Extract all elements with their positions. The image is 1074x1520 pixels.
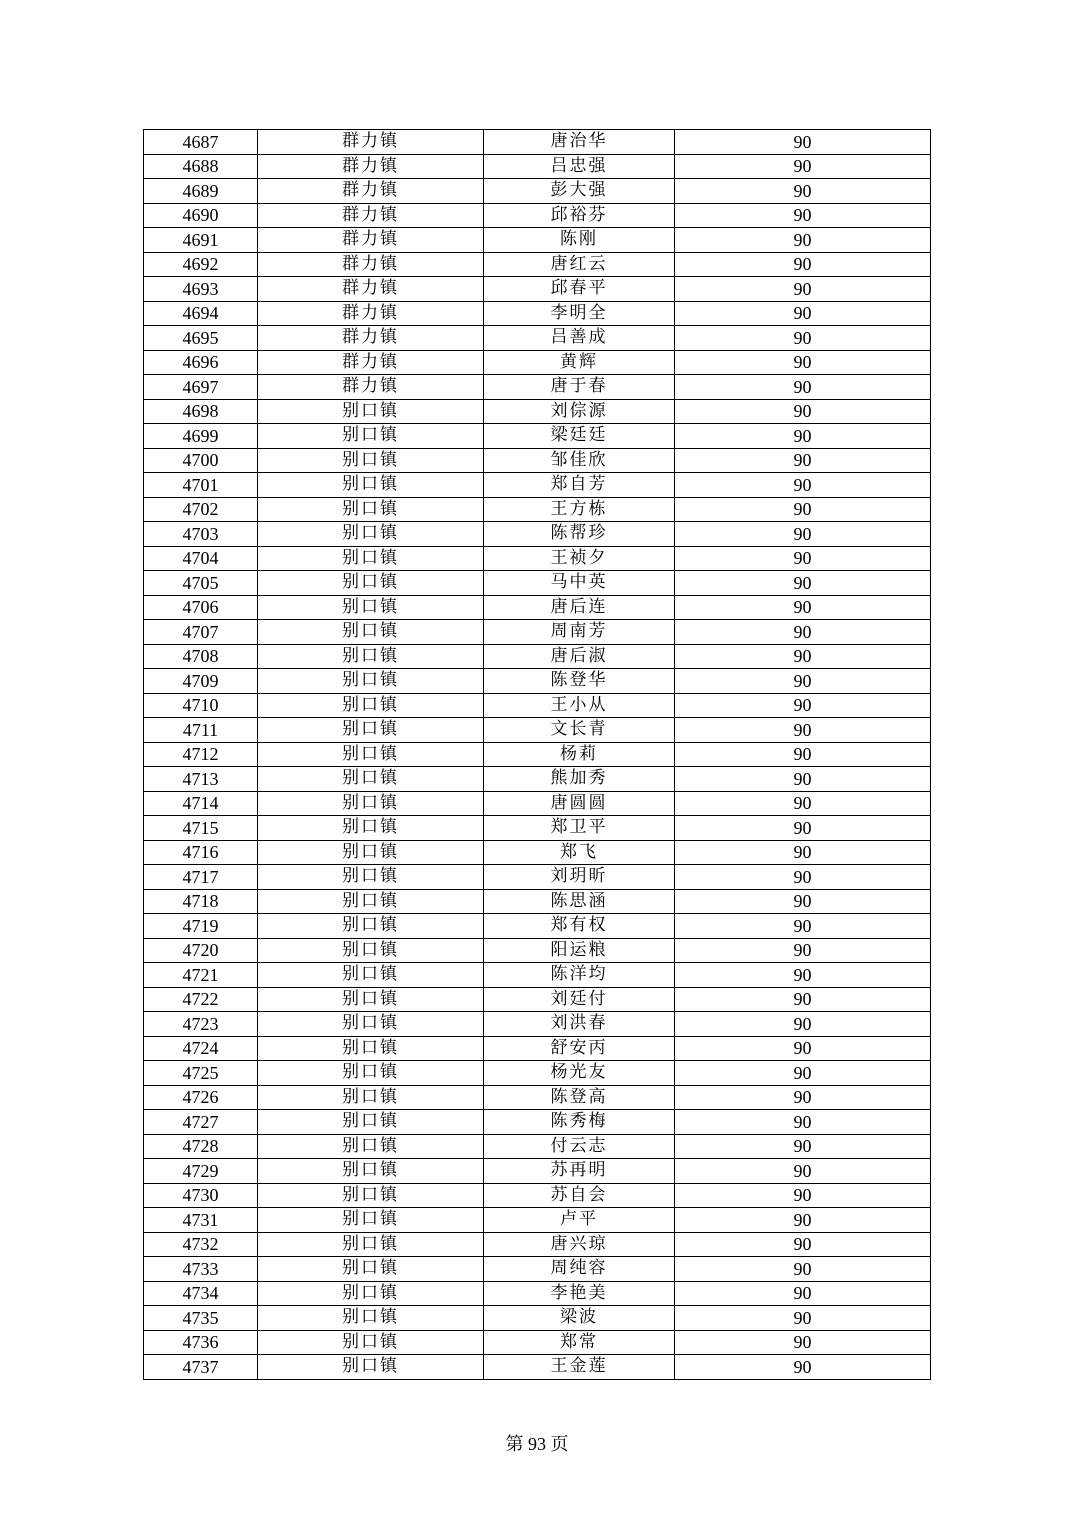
town-cell: 别口镇: [258, 1134, 484, 1159]
score-cell: 90: [675, 571, 931, 596]
person-name-cell: 郑卫平: [484, 816, 675, 841]
score-cell: 90: [675, 1306, 931, 1331]
table-row: [144, 1085, 931, 1110]
row-number-cell: 4723: [144, 1012, 258, 1037]
table-row: [144, 301, 931, 326]
score-cell: 90: [675, 1257, 931, 1282]
score-cell: 90: [675, 1208, 931, 1233]
person-name-cell: 马中英: [484, 571, 675, 596]
row-number-cell: 4706: [144, 595, 258, 620]
town-cell: 别口镇: [258, 669, 484, 694]
score-cell: 90: [675, 350, 931, 375]
table-row: [144, 1159, 931, 1184]
person-name-cell: 邹佳欣: [484, 448, 675, 473]
person-name-cell: 杨光友: [484, 1061, 675, 1086]
person-name-cell: 阳运粮: [484, 938, 675, 963]
town-cell: 别口镇: [258, 620, 484, 645]
town-cell: 别口镇: [258, 914, 484, 939]
row-number-cell: 4697: [144, 375, 258, 400]
table-row: [144, 424, 931, 449]
table-row: [144, 154, 931, 179]
person-name-cell: 周南芳: [484, 620, 675, 645]
score-cell: 90: [675, 497, 931, 522]
person-name-cell: 王祯夕: [484, 546, 675, 571]
row-number-cell: 4735: [144, 1306, 258, 1331]
town-cell: 别口镇: [258, 1306, 484, 1331]
table-row: [144, 620, 931, 645]
person-name-cell: 郑飞: [484, 840, 675, 865]
town-cell: 别口镇: [258, 742, 484, 767]
person-name-cell: 王方栋: [484, 497, 675, 522]
data-table: [143, 129, 931, 1380]
row-number-cell: 4694: [144, 301, 258, 326]
person-name-cell: 周纯容: [484, 1257, 675, 1282]
person-name-cell: 刘玥昕: [484, 865, 675, 890]
score-cell: 90: [675, 889, 931, 914]
person-name-cell: 陈秀梅: [484, 1110, 675, 1135]
score-cell: 90: [675, 399, 931, 424]
row-number-cell: 4689: [144, 179, 258, 204]
table-row: [144, 1012, 931, 1037]
score-cell: 90: [675, 644, 931, 669]
town-cell: 群力镇: [258, 203, 484, 228]
table-row: [144, 669, 931, 694]
score-cell: 90: [675, 816, 931, 841]
town-cell: 别口镇: [258, 522, 484, 547]
table-row: [144, 742, 931, 767]
score-cell: 90: [675, 767, 931, 792]
score-cell: 90: [675, 987, 931, 1012]
row-number-cell: 4724: [144, 1036, 258, 1061]
row-number-cell: 4690: [144, 203, 258, 228]
town-cell: 别口镇: [258, 571, 484, 596]
table-row: [144, 203, 931, 228]
table-row: [144, 914, 931, 939]
person-name-cell: 陈登华: [484, 669, 675, 694]
score-cell: 90: [675, 791, 931, 816]
table-row: [144, 595, 931, 620]
score-cell: 90: [675, 1085, 931, 1110]
score-cell: 90: [675, 1330, 931, 1355]
score-cell: 90: [675, 963, 931, 988]
row-number-cell: 4707: [144, 620, 258, 645]
person-name-cell: 黄辉: [484, 350, 675, 375]
town-cell: 别口镇: [258, 1208, 484, 1233]
score-cell: 90: [675, 326, 931, 351]
town-cell: 群力镇: [258, 375, 484, 400]
town-cell: 别口镇: [258, 1036, 484, 1061]
row-number-cell: 4699: [144, 424, 258, 449]
row-number-cell: 4713: [144, 767, 258, 792]
table-row: [144, 1134, 931, 1159]
row-number-cell: 4712: [144, 742, 258, 767]
row-number-cell: 4701: [144, 473, 258, 498]
person-name-cell: 唐兴琼: [484, 1232, 675, 1257]
score-cell: 90: [675, 277, 931, 302]
score-cell: 90: [675, 1110, 931, 1135]
person-name-cell: 陈登高: [484, 1085, 675, 1110]
row-number-cell: 4700: [144, 448, 258, 473]
table-row: [144, 130, 931, 155]
person-name-cell: 梁波: [484, 1306, 675, 1331]
table-row: [144, 1036, 931, 1061]
page-number: 第 93 页: [505, 1434, 569, 1454]
town-cell: 别口镇: [258, 938, 484, 963]
table-row: [144, 767, 931, 792]
table-row: [144, 1183, 931, 1208]
table-body: [144, 130, 931, 1380]
row-number-cell: 4718: [144, 889, 258, 914]
score-cell: 90: [675, 914, 931, 939]
score-cell: 90: [675, 1355, 931, 1380]
score-cell: 90: [675, 840, 931, 865]
town-cell: 别口镇: [258, 1257, 484, 1282]
score-cell: 90: [675, 1061, 931, 1086]
table-row: [144, 1257, 931, 1282]
score-cell: 90: [675, 718, 931, 743]
person-name-cell: 彭大强: [484, 179, 675, 204]
person-name-cell: 郑自芳: [484, 473, 675, 498]
score-cell: 90: [675, 522, 931, 547]
table-row: [144, 1355, 931, 1380]
row-number-cell: 4727: [144, 1110, 258, 1135]
row-number-cell: 4721: [144, 963, 258, 988]
person-name-cell: 李明全: [484, 301, 675, 326]
town-cell: 别口镇: [258, 595, 484, 620]
town-cell: 别口镇: [258, 1159, 484, 1184]
row-number-cell: 4728: [144, 1134, 258, 1159]
table-row: [144, 326, 931, 351]
table-row: [144, 1208, 931, 1233]
person-name-cell: 苏自会: [484, 1183, 675, 1208]
score-cell: 90: [675, 228, 931, 253]
table-row: [144, 350, 931, 375]
row-number-cell: 4729: [144, 1159, 258, 1184]
table-row: [144, 473, 931, 498]
row-number-cell: 4714: [144, 791, 258, 816]
person-name-cell: 熊加秀: [484, 767, 675, 792]
table-row: [144, 179, 931, 204]
town-cell: 群力镇: [258, 301, 484, 326]
town-cell: 群力镇: [258, 228, 484, 253]
score-cell: 90: [675, 865, 931, 890]
town-cell: 别口镇: [258, 767, 484, 792]
row-number-cell: 4722: [144, 987, 258, 1012]
table-row: [144, 497, 931, 522]
table-row: [144, 399, 931, 424]
town-cell: 别口镇: [258, 840, 484, 865]
score-cell: 90: [675, 301, 931, 326]
person-name-cell: 郑常: [484, 1330, 675, 1355]
row-number-cell: 4709: [144, 669, 258, 694]
person-name-cell: 吕善成: [484, 326, 675, 351]
row-number-cell: 4708: [144, 644, 258, 669]
score-cell: 90: [675, 130, 931, 155]
town-cell: 别口镇: [258, 693, 484, 718]
town-cell: 别口镇: [258, 816, 484, 841]
town-cell: 别口镇: [258, 987, 484, 1012]
score-cell: 90: [675, 1012, 931, 1037]
score-cell: 90: [675, 693, 931, 718]
score-cell: 90: [675, 669, 931, 694]
row-number-cell: 4688: [144, 154, 258, 179]
table-row: [144, 938, 931, 963]
table-row: [144, 448, 931, 473]
person-name-cell: 卢平: [484, 1208, 675, 1233]
town-cell: 别口镇: [258, 1110, 484, 1135]
score-cell: 90: [675, 546, 931, 571]
table-row: [144, 840, 931, 865]
row-number-cell: 4693: [144, 277, 258, 302]
row-number-cell: 4730: [144, 1183, 258, 1208]
person-name-cell: 李艳美: [484, 1281, 675, 1306]
row-number-cell: 4691: [144, 228, 258, 253]
person-name-cell: 唐红云: [484, 252, 675, 277]
person-name-cell: 刘倧源: [484, 399, 675, 424]
person-name-cell: 唐后淑: [484, 644, 675, 669]
table-row: [144, 987, 931, 1012]
person-name-cell: 唐于春: [484, 375, 675, 400]
town-cell: 别口镇: [258, 546, 484, 571]
person-name-cell: 梁廷廷: [484, 424, 675, 449]
town-cell: 别口镇: [258, 889, 484, 914]
row-number-cell: 4734: [144, 1281, 258, 1306]
row-number-cell: 4716: [144, 840, 258, 865]
town-cell: 群力镇: [258, 130, 484, 155]
person-name-cell: 舒安丙: [484, 1036, 675, 1061]
row-number-cell: 4692: [144, 252, 258, 277]
town-cell: 别口镇: [258, 865, 484, 890]
score-cell: 90: [675, 938, 931, 963]
row-number-cell: 4710: [144, 693, 258, 718]
table-row: [144, 693, 931, 718]
person-name-cell: 文长青: [484, 718, 675, 743]
person-name-cell: 陈洋均: [484, 963, 675, 988]
table-row: [144, 1330, 931, 1355]
person-name-cell: 唐后连: [484, 595, 675, 620]
score-cell: 90: [675, 1036, 931, 1061]
table-row: [144, 791, 931, 816]
town-cell: 别口镇: [258, 963, 484, 988]
row-number-cell: 4705: [144, 571, 258, 596]
row-number-cell: 4720: [144, 938, 258, 963]
table-row: [144, 1306, 931, 1331]
score-cell: 90: [675, 252, 931, 277]
row-number-cell: 4732: [144, 1232, 258, 1257]
table-row: [144, 546, 931, 571]
town-cell: 别口镇: [258, 448, 484, 473]
person-name-cell: 郑有权: [484, 914, 675, 939]
town-cell: 别口镇: [258, 424, 484, 449]
table-row: [144, 1110, 931, 1135]
row-number-cell: 4733: [144, 1257, 258, 1282]
town-cell: 别口镇: [258, 1012, 484, 1037]
row-number-cell: 4702: [144, 497, 258, 522]
score-cell: 90: [675, 1232, 931, 1257]
row-number-cell: 4737: [144, 1355, 258, 1380]
row-number-cell: 4698: [144, 399, 258, 424]
table-row: [144, 1061, 931, 1086]
town-cell: 别口镇: [258, 1183, 484, 1208]
town-cell: 别口镇: [258, 399, 484, 424]
row-number-cell: 4719: [144, 914, 258, 939]
town-cell: 别口镇: [258, 1330, 484, 1355]
town-cell: 群力镇: [258, 154, 484, 179]
town-cell: 别口镇: [258, 791, 484, 816]
score-cell: 90: [675, 1183, 931, 1208]
town-cell: 群力镇: [258, 179, 484, 204]
row-number-cell: 4731: [144, 1208, 258, 1233]
person-name-cell: 刘廷付: [484, 987, 675, 1012]
score-cell: 90: [675, 473, 931, 498]
person-name-cell: 陈刚: [484, 228, 675, 253]
score-cell: 90: [675, 620, 931, 645]
score-cell: 90: [675, 375, 931, 400]
score-cell: 90: [675, 179, 931, 204]
person-name-cell: 陈帮珍: [484, 522, 675, 547]
person-name-cell: 杨莉: [484, 742, 675, 767]
row-number-cell: 4687: [144, 130, 258, 155]
row-number-cell: 4715: [144, 816, 258, 841]
table-row: [144, 963, 931, 988]
town-cell: 别口镇: [258, 473, 484, 498]
table-row: [144, 1232, 931, 1257]
table-row: [144, 571, 931, 596]
score-cell: 90: [675, 448, 931, 473]
town-cell: 群力镇: [258, 326, 484, 351]
person-name-cell: 王金莲: [484, 1355, 675, 1380]
person-name-cell: 刘洪春: [484, 1012, 675, 1037]
person-name-cell: 唐圆圆: [484, 791, 675, 816]
row-number-cell: 4696: [144, 350, 258, 375]
table-row: [144, 252, 931, 277]
row-number-cell: 4711: [144, 718, 258, 743]
table-row: [144, 277, 931, 302]
score-cell: 90: [675, 1134, 931, 1159]
table-row: [144, 644, 931, 669]
town-cell: 别口镇: [258, 1355, 484, 1380]
town-cell: 群力镇: [258, 252, 484, 277]
town-cell: 别口镇: [258, 1061, 484, 1086]
table-row: [144, 228, 931, 253]
score-cell: 90: [675, 154, 931, 179]
person-name-cell: 唐治华: [484, 130, 675, 155]
row-number-cell: 4736: [144, 1330, 258, 1355]
row-number-cell: 4717: [144, 865, 258, 890]
town-cell: 别口镇: [258, 1232, 484, 1257]
row-number-cell: 4704: [144, 546, 258, 571]
person-name-cell: 付云志: [484, 1134, 675, 1159]
table-row: [144, 865, 931, 890]
town-cell: 别口镇: [258, 644, 484, 669]
table-row: [144, 375, 931, 400]
row-number-cell: 4726: [144, 1085, 258, 1110]
town-cell: 群力镇: [258, 277, 484, 302]
row-number-cell: 4695: [144, 326, 258, 351]
score-cell: 90: [675, 424, 931, 449]
person-name-cell: 邱裕芬: [484, 203, 675, 228]
town-cell: 别口镇: [258, 1281, 484, 1306]
table-row: [144, 718, 931, 743]
score-cell: 90: [675, 595, 931, 620]
person-name-cell: 邱春平: [484, 277, 675, 302]
table-row: [144, 889, 931, 914]
table-row: [144, 816, 931, 841]
score-cell: 90: [675, 1159, 931, 1184]
row-number-cell: 4703: [144, 522, 258, 547]
person-name-cell: 吕忠强: [484, 154, 675, 179]
town-cell: 别口镇: [258, 497, 484, 522]
row-number-cell: 4725: [144, 1061, 258, 1086]
town-cell: 别口镇: [258, 718, 484, 743]
person-name-cell: 王小从: [484, 693, 675, 718]
score-cell: 90: [675, 203, 931, 228]
score-cell: 90: [675, 1281, 931, 1306]
person-name-cell: 陈思涵: [484, 889, 675, 914]
town-cell: 别口镇: [258, 1085, 484, 1110]
town-cell: 群力镇: [258, 350, 484, 375]
score-cell: 90: [675, 742, 931, 767]
table-row: [144, 1281, 931, 1306]
person-name-cell: 苏再明: [484, 1159, 675, 1184]
table-row: [144, 522, 931, 547]
